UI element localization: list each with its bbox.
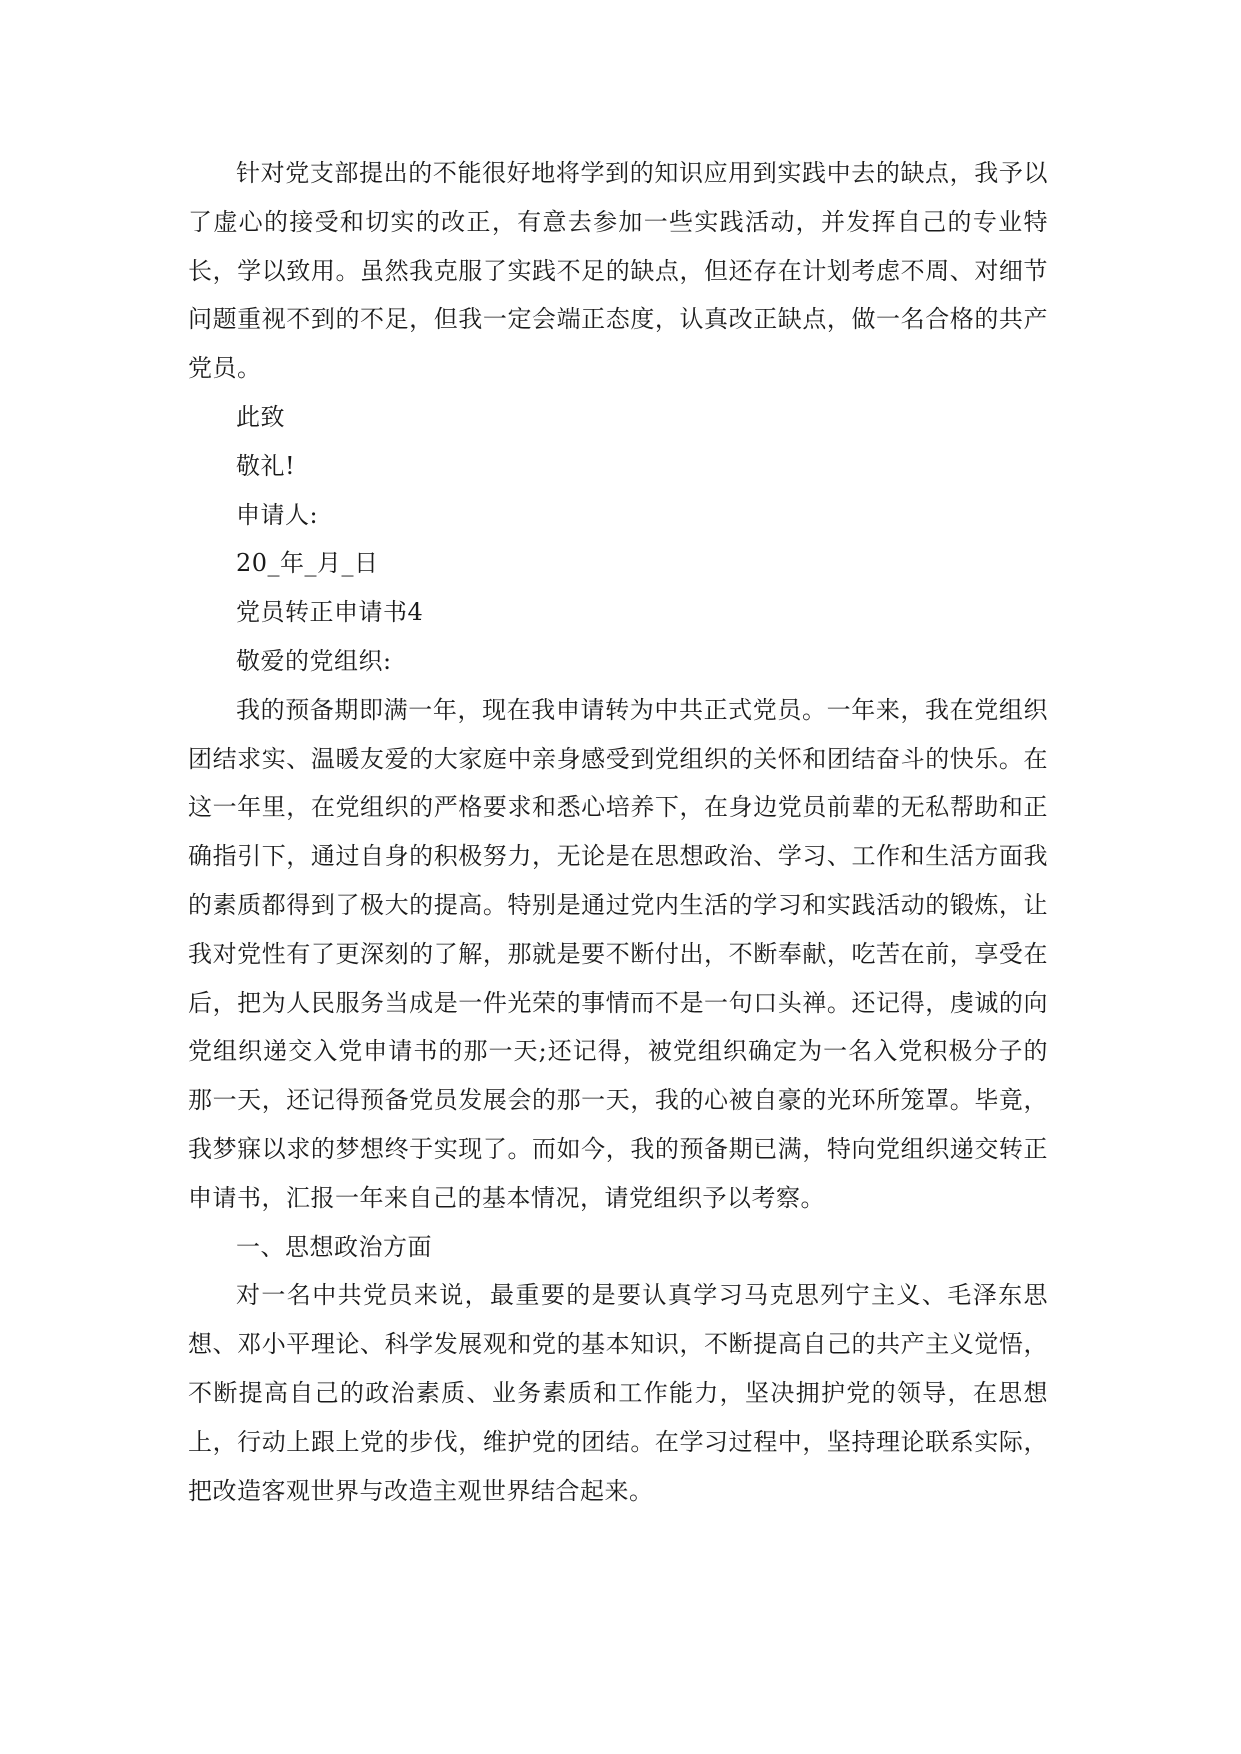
- greeting: 敬爱的党组织:: [236, 646, 392, 675]
- closing-salutation: 此致: [236, 402, 285, 431]
- section-title: 党员转正申请书4: [236, 598, 424, 627]
- paragraph-political: 对一名中共党员来说，最重要的是要认真学习马克思列宁主义、毛泽东思想、邓小平理论、科学发展观和党的基本知识，不断提高自己的共产主义觉悟，不断提高自己的政治素质、业务素质和工作能力，坚决拥护党的领导，在思想上，行动上跟上党的步伐，维护党的团结。在学习过程中，坚持理论联系实际，把改造客观世界与改造主观世界结合起来。: [188, 1281, 1048, 1505]
- document-body: [188, 149, 1048, 1515]
- subsection-heading: 一、思想政治方面: [236, 1232, 432, 1261]
- paragraph-correction: 针对党支部提出的不能很好地将学到的知识应用到实践中去的缺点，我予以了虚心的接受和切实的改正，有意去参加一些实践活动，并发挥自己的专业特长，学以致用。虽然我克服了实践不足的缺点，但还存在计划考虑不周、对细节问题重视不到的不足，但我一定会端正态度，认真改正缺点，做一名合格的共产党员。: [188, 159, 1048, 383]
- closing-respect: 敬礼!: [236, 451, 296, 480]
- paragraph-intro: 我的预备期即满一年，现在我申请转为中共正式党员。一年来，我在党组织团结求实、温暖友爱的大家庭中亲身感受到党组织的关怀和团结奋斗的快乐。在这一年里，在党组织的严格要求和悉心培养下，在身边党员前辈的无私帮助和正确指引下，通过自身的积极努力，无论是在思想政治、学习、工作和生活方面我的素质都得到了极大的提高。特别是通过党内生活的学习和实践活动的锻炼，让我对党性有了更深刻的了解，那就是要不断付出，不断奉献，吃苦在前，享受在后，把为人民服务当成是一件光荣的事情而不是一句口头禅。还记得，虔诚的向党组织递交入党申请书的那一天;还记得，被党组织确定为一名入党积极分子的那一天，还记得预备党员发展会的那一天，我的心被自豪的光环所笼罩。毕竟，我梦寐以求的梦想终于实现了。而如今，我的预备期已满，特向党组织递交转正申请书，汇报一年来自己的基本情况，请党组织予以考察。: [188, 695, 1048, 1212]
- applicant-label: 申请人:: [236, 500, 319, 529]
- date-line: 20_年_月_日: [236, 549, 379, 578]
